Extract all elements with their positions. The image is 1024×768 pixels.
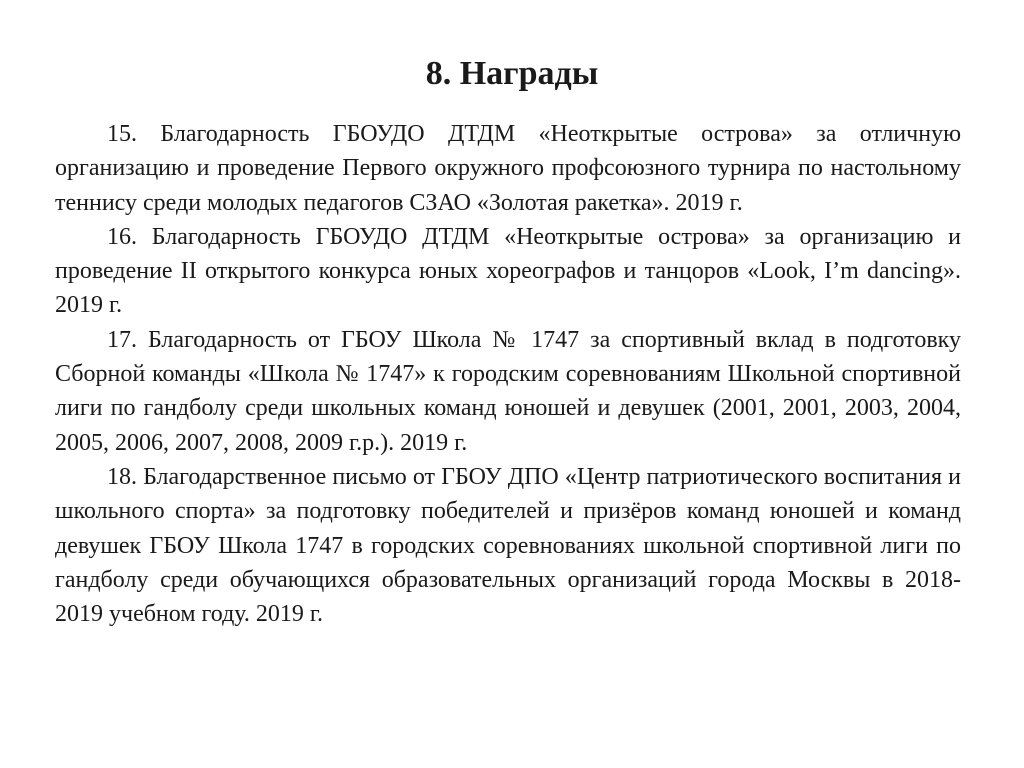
- award-item-16: 16. Благодарность ГБОУДО ДТДМ «Неоткрытые острова» за организацию и проведение II открытого конкурса юных хореографов и танцоров «Look, I’m dancing». 2019 г.: [55, 223, 961, 319]
- slide-title: 8. Награды: [425, 55, 599, 92]
- awards-list: [55, 117, 961, 631]
- award-item-15: 15. Благодарность ГБОУДО ДТДМ «Неоткрытые острова» за отличную организацию и проведение Первого окружного профсоюзного турнира по настольному теннису среди молодых педагогов СЗАО «Золотая ракетка». 2019 г.: [55, 121, 961, 216]
- award-item-17: 17. Благодарность от ГБОУ Школа № 1747 за спортивный вклад в подготовку Сборной команды «Школа № 1747» к городским соревнованиям Школьной спортивной лиги по гандболу среди школьных команд юношей и девушек (2001, 2001, 2003, 2004, 2005, 2006, 2007, 2008, 2009 г.р.). 2019 г.: [55, 326, 961, 456]
- award-item-18: 18. Благодарственное письмо от ГБОУ ДПО «Центр патриотического воспитания и школьного спорта» за подготовку победителей и призёров команд юношей и команд девушек ГБОУ Школа 1747 в городских соревнованиях школьной спортивной лиги по гандболу среди обучающихся образовательных организаций города Москвы в 2018-2019 учебном году. 2019 г.: [55, 463, 961, 628]
